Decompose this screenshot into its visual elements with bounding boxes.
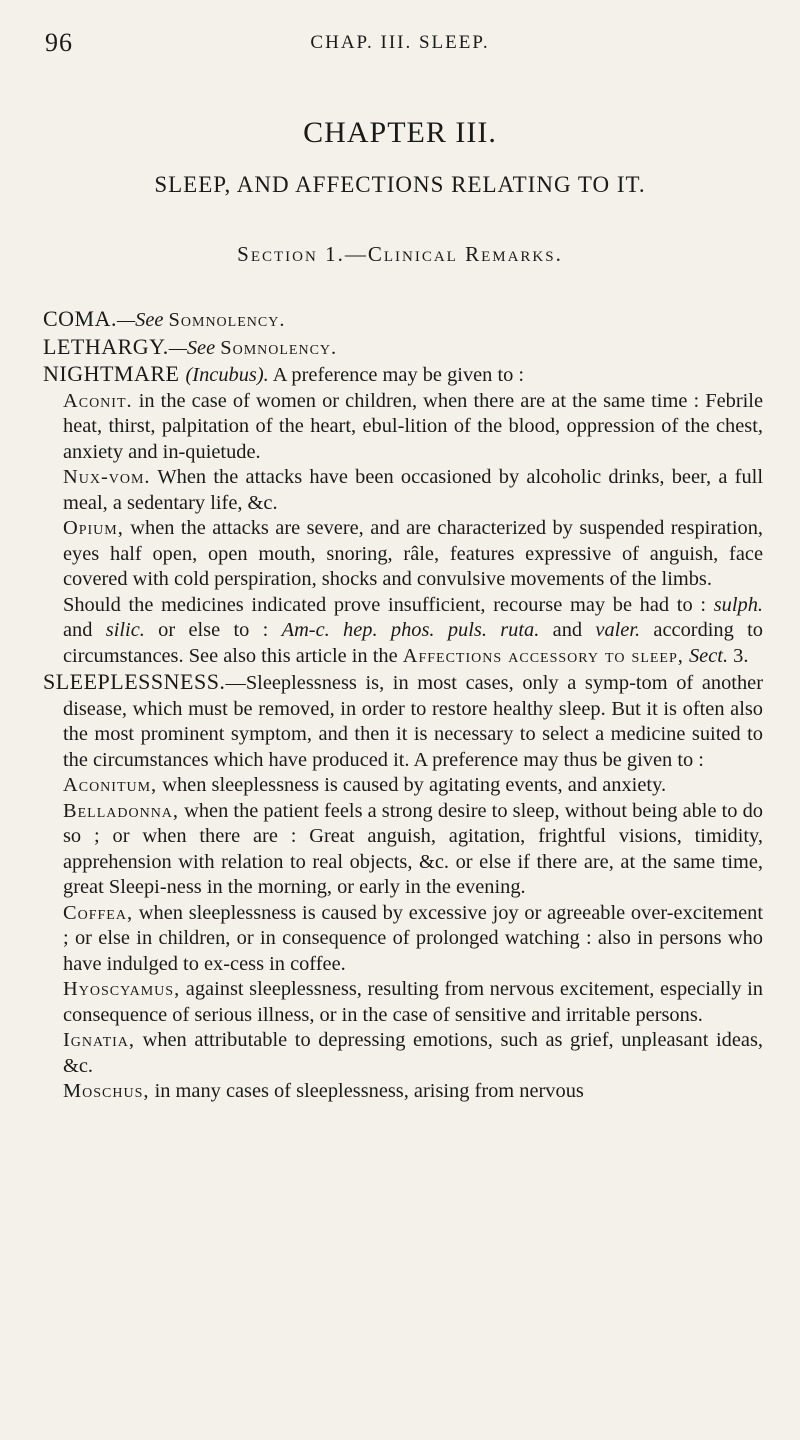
text-run: and — [63, 619, 106, 641]
remedy-name: Opium, — [63, 517, 124, 539]
remedy-text: when sleeplessness is caused by agitating events, and anxiety. — [157, 774, 667, 796]
body-text — [43, 306, 763, 1105]
see-label: —See — [117, 309, 169, 331]
remedy-name: Aconitum, — [63, 774, 158, 796]
remedy-name: Nux-vom. — [63, 466, 151, 488]
remedy-text: When the attacks have been occasioned by alcoholic drinks, beer, a full meal, a sedentary life, &c. — [63, 466, 763, 514]
entry-lethargy — [43, 334, 763, 362]
headword: LETHARGY. — [43, 333, 169, 359]
entry-sleeplessness — [43, 669, 763, 773]
remedy-abbrev: sulph. — [713, 593, 763, 616]
remedy-moschus — [43, 1079, 763, 1105]
text-run: and — [539, 619, 596, 641]
text-run: or else to : — [144, 619, 282, 641]
remedy-text: when sleeplessness is caused by excessive joy or agreeable over-excitement ; or else in children, or in consequence of prolonged watching : also in persons who have indulged to ex-cess in coffee. — [63, 901, 763, 975]
remedy-text: when the patient feels a strong desire to sleep, without being able to do so ; or when there are : Great anguish, agitation, frightful visions, timidity, apprehension with relation to real objects, &c. or else if there are, at the same time, great Sleepi-ness in the morning, or early in the evening. — [63, 799, 763, 898]
remedy-abbrev: silic. — [105, 619, 145, 641]
cross-reference: Somnolency. — [168, 309, 286, 331]
remedy-text: when attributable to depressing emotions, such as grief, unpleasant ideas, &c. — [63, 1029, 763, 1077]
running-title: CHAP. III. SLEEP. — [310, 32, 490, 53]
remedy-name: Belladonna, — [63, 799, 180, 822]
remedy-name: Hyoscyamus, — [63, 978, 181, 1000]
entry-nightmare — [43, 361, 763, 389]
cross-reference: Affections accessory to sleep, — [402, 644, 684, 667]
text-run: Should the medicines indicated prove insufficient, recourse may be had to : — [63, 593, 714, 616]
page-number: 96 — [45, 28, 73, 57]
running-head — [0, 28, 800, 60]
remedy-text: in the case of women or children, when there are at the same time : Febrile heat, thirst, palpitation of the heart, ebul-lition of the blood, oppression of the chest, anxiety and in-quietude. — [63, 389, 763, 463]
remedy-abbrev: valer. — [595, 619, 641, 641]
headword: SLEEPLESSNESS. — [43, 669, 226, 694]
section-ref: Sect. — [688, 644, 729, 667]
remedy-aconit — [43, 389, 763, 466]
remedy-text: in many cases of sleeplessness, arising from nervous — [149, 1080, 584, 1102]
remedy-name: Aconit. — [63, 389, 133, 412]
chapter-subtitle: SLEEP, AND AFFECTIONS RELATING TO IT. — [154, 172, 646, 197]
text-run: 3. — [728, 644, 749, 667]
latin-name: (Incubus). — [185, 364, 269, 386]
section-title: Section 1.—Clinical Remarks. — [237, 242, 563, 266]
entry-text: A preference may be given to : — [268, 364, 525, 386]
entry-coma — [43, 306, 763, 334]
headword: COMA. — [43, 306, 118, 331]
remedy-coffea — [43, 901, 763, 978]
remedy-abbrev: Am-c. hep. phos. puls. ruta. — [281, 619, 540, 641]
remedy-name: Ignatia, — [63, 1029, 135, 1051]
remedy-hyoscyamus — [43, 977, 763, 1028]
remedy-name: Coffea, — [63, 901, 134, 924]
text-run: according to circumstances. See also this article in the — [63, 619, 763, 667]
chapter-title: CHAPTER III. — [303, 116, 497, 149]
remedy-name: Moschus, — [63, 1080, 150, 1102]
remedy-ignatia — [43, 1028, 763, 1079]
remedy-aconitum — [43, 773, 763, 799]
remedy-nux-vom — [43, 465, 763, 516]
remedy-belladonna — [43, 799, 763, 901]
remedy-text: against sleeplessness, resulting from nervous excitement, especially in consequence of serious illness, or in the case of sensitive and irritable persons. — [63, 978, 763, 1026]
cross-reference: Somnolency. — [220, 336, 338, 359]
remedy-text: when the attacks are severe, and are characterized by suspended respiration, eyes half open, open mouth, snoring, râle, features expressive of anguish, face covered with cold perspiration, shocks and convulsive movements of the limbs. — [63, 517, 763, 590]
entry-text: —Sleeplessness is, in most cases, only a symp-tom of another disease, which must be removed, in order to restore healthy sleep. But it is often also the most prominent symptom, and then it is necessary to select a medicine suited to the circumstances which have produced it. A preference may thus be given to : — [63, 672, 763, 771]
recourse-paragraph — [43, 593, 763, 670]
see-label: —See — [168, 336, 221, 359]
remedy-opium — [43, 516, 763, 593]
headword: NIGHTMARE — [43, 361, 186, 386]
